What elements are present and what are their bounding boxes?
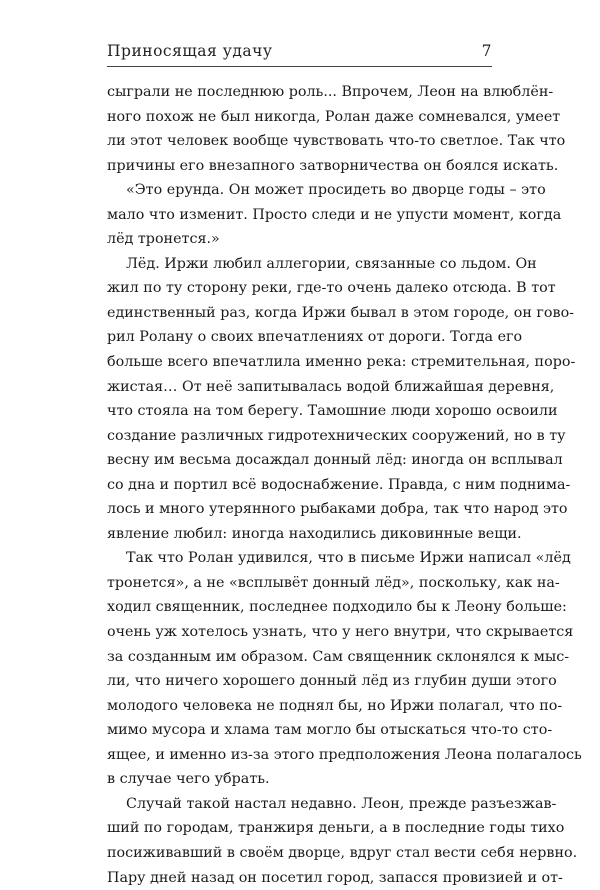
text-line: молодого человека не поднял бы, но Иржи полагал, что по- [107, 694, 492, 719]
page-number: 7 [482, 40, 492, 62]
text-line: Случай такой настал недавно. Леон, прежде разъезжав- [107, 792, 492, 817]
text-line: ного похож не был никогда, Ролан даже сомневался, умеет [107, 105, 492, 130]
running-header [107, 40, 492, 62]
text-line: что стояла на том берегу. Тамошние люди хорошо освоили [107, 399, 492, 424]
text-line: «Это ерунда. Он может просидеть во дворце годы – это [107, 178, 492, 203]
chapter-title: Приносящая удачу [107, 40, 273, 62]
text-line: Так что Ролан удивился, что в письме Иржи написал «лёд [107, 546, 492, 571]
text-line: ший по городам, транжиря деньги, а в последние годы тихо [107, 816, 492, 841]
text-line: сыграли не последнюю роль... Впрочем, Леон на влюблён- [107, 80, 492, 105]
text-line: мимо мусора и хлама там могло бы отыскаться что-то сто- [107, 718, 492, 743]
text-line: рил Ролану о своих впечатлениях от дороги. Тогда его [107, 325, 492, 350]
text-line: единственный раз, когда Иржи бывал в этом городе, он гово- [107, 301, 492, 326]
body-text [107, 80, 492, 890]
text-line: причины его внезапного затворничества он боялся искать. [107, 154, 492, 179]
text-line: больше всего впечатлила именно река: стремительная, поро- [107, 350, 492, 375]
text-line: жил по ту сторону реки, где-то очень далеко отсюда. В тот [107, 276, 492, 301]
text-line: лёд тронется.» [107, 227, 492, 252]
text-line: жистая… От неё запитывалась водой ближайшая деревня, [107, 375, 492, 400]
text-line: тронется», а не «всплывёт донный лёд», поскольку, как на- [107, 571, 492, 596]
text-line: со дна и портил всё водоснабжение. Правда, с ним поднима- [107, 473, 492, 498]
text-line: очень уж хотелось узнать, что у него внутри, что скрывается [107, 620, 492, 645]
text-line: создание различных гидротехнических сооружений, но в ту [107, 424, 492, 449]
paragraph [107, 80, 492, 178]
text-line: ли этот человек вообще чувствовать что-то светлое. Так что [107, 129, 492, 154]
text-line: за созданным им образом. Сам священник склонялся к мыс- [107, 645, 492, 670]
text-line: Лёд. Иржи любил аллегории, связанные со льдом. Он [107, 252, 492, 277]
paragraph [107, 178, 492, 252]
text-line: весну им весьма досаждал донный лёд: иногда он всплывал [107, 448, 492, 473]
header-divider [107, 66, 492, 67]
paragraph [107, 792, 492, 890]
paragraph [107, 546, 492, 791]
text-line: явление любил: иногда находились диковинные вещи. [107, 522, 492, 547]
text-line: ящее, и именно из-за этого предположения Леона полагалось [107, 743, 492, 768]
text-line: Пару дней назад он посетил город, запасся провизией и от- [107, 866, 492, 890]
text-line: лось и много утерянного рыбаками добра, так что народ это [107, 497, 492, 522]
text-line: в случае чего убрать. [107, 767, 492, 792]
paragraph [107, 252, 492, 547]
text-line: посиживавший в своём дворце, вдруг стал вести себя нервно. [107, 841, 492, 866]
text-line: ходил священник, последнее подходило бы к Леону больше: [107, 595, 492, 620]
text-line: мало что изменит. Просто следи и не упусти момент, когда [107, 203, 492, 228]
text-line: ли, что ничего хорошего донный лёд из глубин души этого [107, 669, 492, 694]
